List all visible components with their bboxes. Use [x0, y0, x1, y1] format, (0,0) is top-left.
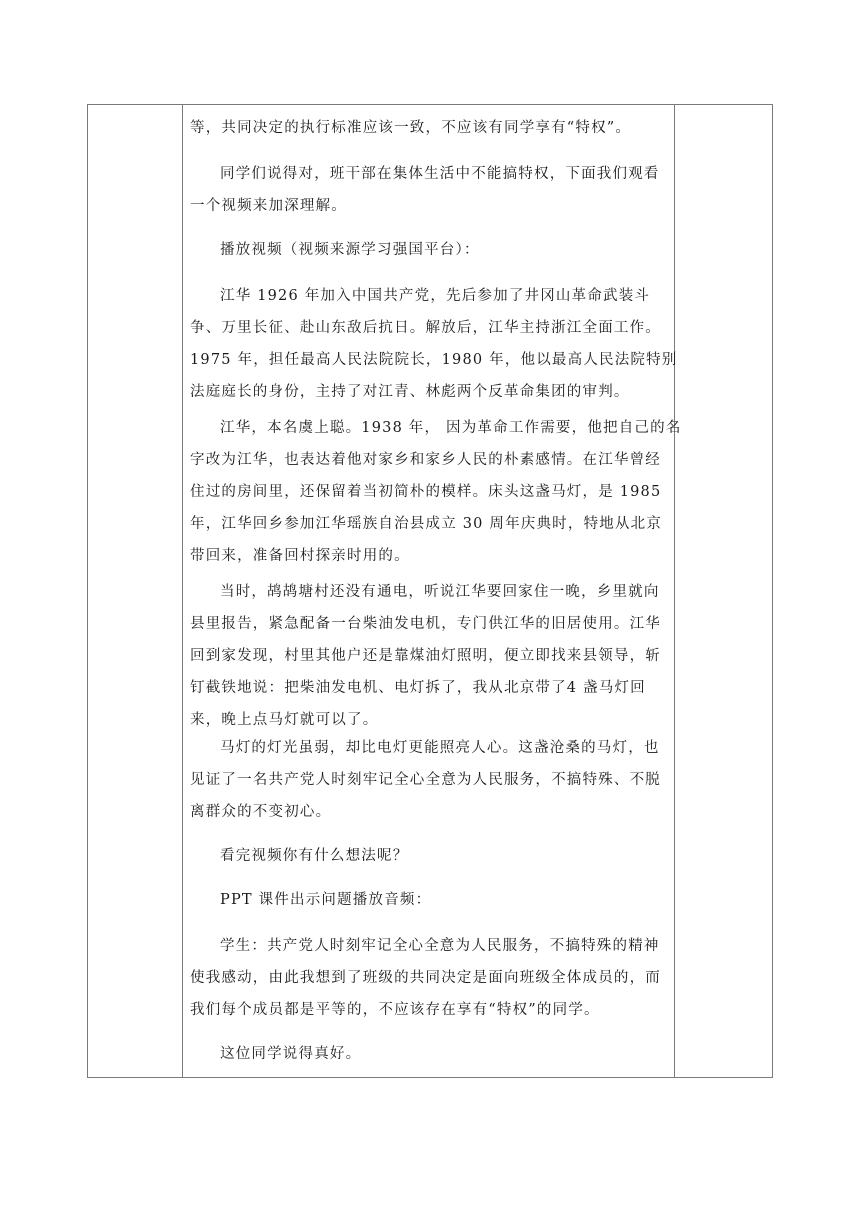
- text-line: 见证了一名共产党人时刻牢记全心全意为人民服务，不搞特殊、不脱: [190, 772, 661, 788]
- text-line: 等，共同决定的执行标准应该一致，不应该有同学享有“特权”。: [190, 120, 632, 136]
- text-line: 法庭庭长的身份，主持了对江青、林彪两个反革命集团的审判。: [190, 384, 630, 400]
- text-line: 争、万里长征、赴山东敌后抗日。解放后，江华主持浙江全面工作。: [190, 320, 661, 336]
- text-line: 县里报告，紧急配备一台柴油发电机，专门供江华的旧居使用。江华: [190, 616, 661, 632]
- text-line: 离群众的不变初心。: [190, 804, 332, 820]
- table-column-divider-left: [182, 105, 183, 1077]
- text-line: 回到家发现，村里其他户还是靠煤油灯照明，便立即找来县领导，斩: [190, 648, 661, 664]
- text-line: PPT 课件出示问题播放音频：: [220, 892, 432, 908]
- text-line: 江华，本名虞上聪。1938 年， 因为革命工作需要，他把自己的名: [220, 420, 682, 436]
- text-line: 字改为江华，也表达着他对家乡和家乡人民的朴素感情。在江华曾经: [190, 452, 661, 468]
- text-line: 江华 1926 年加入中国共产党，先后参加了井冈山革命武装斗: [220, 288, 651, 304]
- text-line: 播放视频（视频来源学习强国平台）：: [220, 242, 480, 258]
- text-line: 看完视频你有什么想法呢？: [220, 848, 409, 864]
- text-line: 1975 年，担任最高人民法院院长，1980 年，他以最高人民法院特别: [190, 352, 678, 368]
- text-line: 一个视频来加深理解。: [190, 198, 347, 214]
- text-line: 住过的房间里，还保留着当初简朴的模样。床头这盏马灯，是 1985: [190, 484, 662, 500]
- text-line: 当时，鸪鸪塘村还没有通电，听说江华要回家住一晚，乡里就向: [220, 584, 660, 600]
- text-line: 我们每个成员都是平等的，不应该存在享有“特权”的同学。: [190, 1002, 600, 1018]
- text-line: 钉截铁地说：把柴油发电机、电灯拆了，我从北京带了4 盏马灯回: [190, 680, 646, 696]
- text-line: 年，江华回乡参加江华瑶族自治县成立 30 周年庆典时，特地从北京: [190, 516, 663, 532]
- text-line: 使我感动，由此我想到了班级的共同决定是面向班级全体成员的，而: [190, 970, 661, 986]
- text-line: 带回来，准备回村探亲时用的。: [190, 548, 410, 564]
- text-line: 来，晚上点马灯就可以了。: [190, 712, 379, 728]
- text-line: 学生：共产党人时刻牢记全心全意为人民服务，不搞特殊的精神: [220, 938, 660, 954]
- table-column-divider-right: [674, 105, 675, 1077]
- text-line: 这位同学说得真好。: [220, 1046, 362, 1062]
- text-line: 马灯的灯光虽弱，却比电灯更能照亮人心。这盏沧桑的马灯，也: [220, 740, 660, 756]
- text-line: 同学们说得对，班干部在集体生活中不能搞特权，下面我们观看: [220, 166, 660, 182]
